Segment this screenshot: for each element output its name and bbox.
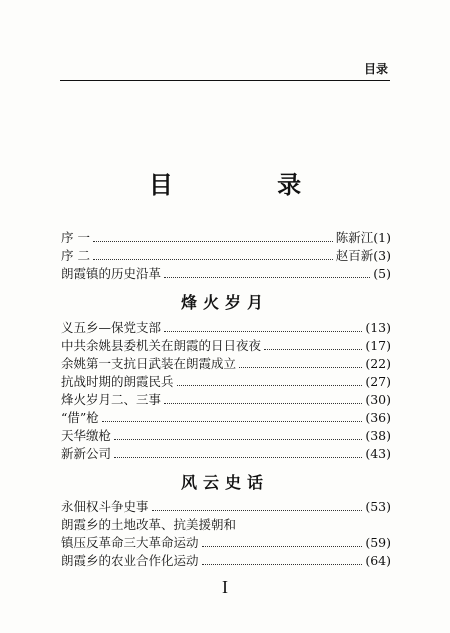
leader-dots — [177, 376, 363, 386]
leader-dots — [114, 448, 362, 458]
toc-entry-title: 朗霞镇的历史沿革 — [61, 266, 162, 281]
leader-dots — [202, 537, 363, 547]
page-number: I — [222, 577, 228, 597]
toc-entry-page: (5) — [373, 266, 391, 281]
toc-entry[interactable] — [61, 515, 391, 533]
toc-entry[interactable] — [61, 336, 391, 354]
toc-entry[interactable] — [61, 444, 391, 462]
toc-entry[interactable] — [61, 246, 391, 264]
toc-entry-page: (38) — [365, 428, 391, 443]
section-heading: 烽火岁月 — [180, 293, 269, 312]
leader-dots — [239, 358, 362, 368]
toc-entry-author: 赵百新 — [335, 248, 374, 263]
toc-entry-page: (36) — [365, 410, 391, 425]
toc-entry-title: 朗霞乡的农业合作化运动 — [61, 553, 199, 568]
running-head-label: 目录 — [363, 62, 388, 76]
leader-dots — [164, 322, 362, 332]
toc-entry-title: “借”枪 — [61, 410, 99, 425]
leader-dots — [202, 555, 363, 565]
leader-dots — [164, 268, 370, 278]
leader-dots — [164, 394, 362, 404]
leader-dots — [93, 250, 333, 260]
toc-entry-page: (13) — [365, 320, 391, 335]
toc-entry-title: 抗战时期的朗霞民兵 — [61, 374, 174, 389]
toc-entry[interactable] — [61, 551, 391, 569]
front-matter-list — [61, 228, 391, 282]
toc-entry-page: (64) — [365, 553, 391, 568]
toc-entry[interactable] — [61, 354, 391, 372]
toc-entry-page: (27) — [365, 374, 391, 389]
page-title: 目 录 — [148, 171, 350, 199]
toc-entry[interactable] — [61, 390, 391, 408]
leader-dots — [152, 501, 363, 511]
toc-entry-title: 中共余姚县委机关在朗霞的日日夜夜 — [61, 338, 262, 353]
toc-entry-page: (3) — [373, 248, 391, 263]
toc-entry-title: 余姚第一支抗日武装在朗霞成立 — [61, 356, 237, 371]
toc-entry[interactable] — [61, 372, 391, 390]
section-list — [61, 497, 391, 569]
toc-entry[interactable] — [61, 533, 391, 551]
toc-entry-title: 新新公司 — [61, 446, 112, 461]
toc-entry-page: (22) — [365, 356, 391, 371]
leader-dots — [93, 232, 333, 242]
toc-entry-title: 烽火岁月二、三事 — [61, 392, 162, 407]
toc-entry-author: 陈新江 — [335, 230, 374, 245]
toc-entry-title: 序 二 — [61, 248, 90, 263]
section-list — [61, 318, 391, 462]
toc-entry-title: 镇压反革命三大革命运动 — [61, 535, 199, 550]
toc-entry-page: (17) — [365, 338, 391, 353]
toc-entry-title: 朗霞乡的土地改革、抗美援朝和 — [61, 517, 237, 532]
toc-entry-page: (59) — [365, 535, 391, 550]
toc-entry[interactable] — [61, 264, 391, 282]
toc-entry-title: 天华缴枪 — [61, 428, 112, 443]
toc-entry[interactable] — [61, 318, 391, 336]
toc-entry-page: (43) — [365, 446, 391, 461]
toc-entry-title: 义五乡—保党支部 — [61, 320, 162, 335]
leader-dots — [264, 340, 362, 350]
toc-entry[interactable] — [61, 497, 391, 515]
leader-dots — [102, 412, 363, 422]
leader-dots — [114, 430, 362, 440]
toc-entry-page: (53) — [365, 499, 391, 514]
header-rule — [60, 80, 390, 81]
toc-entry[interactable] — [61, 408, 391, 426]
toc-entry[interactable] — [61, 426, 391, 444]
running-head — [60, 58, 390, 82]
toc-entry-page: (1) — [373, 230, 391, 245]
toc-entry-title: 序 一 — [61, 230, 90, 245]
toc-entry[interactable] — [61, 228, 391, 246]
toc-entry-title: 永佃权斗争史事 — [61, 499, 149, 514]
section-heading: 风云史话 — [180, 473, 269, 492]
toc-entry-page: (30) — [365, 392, 391, 407]
